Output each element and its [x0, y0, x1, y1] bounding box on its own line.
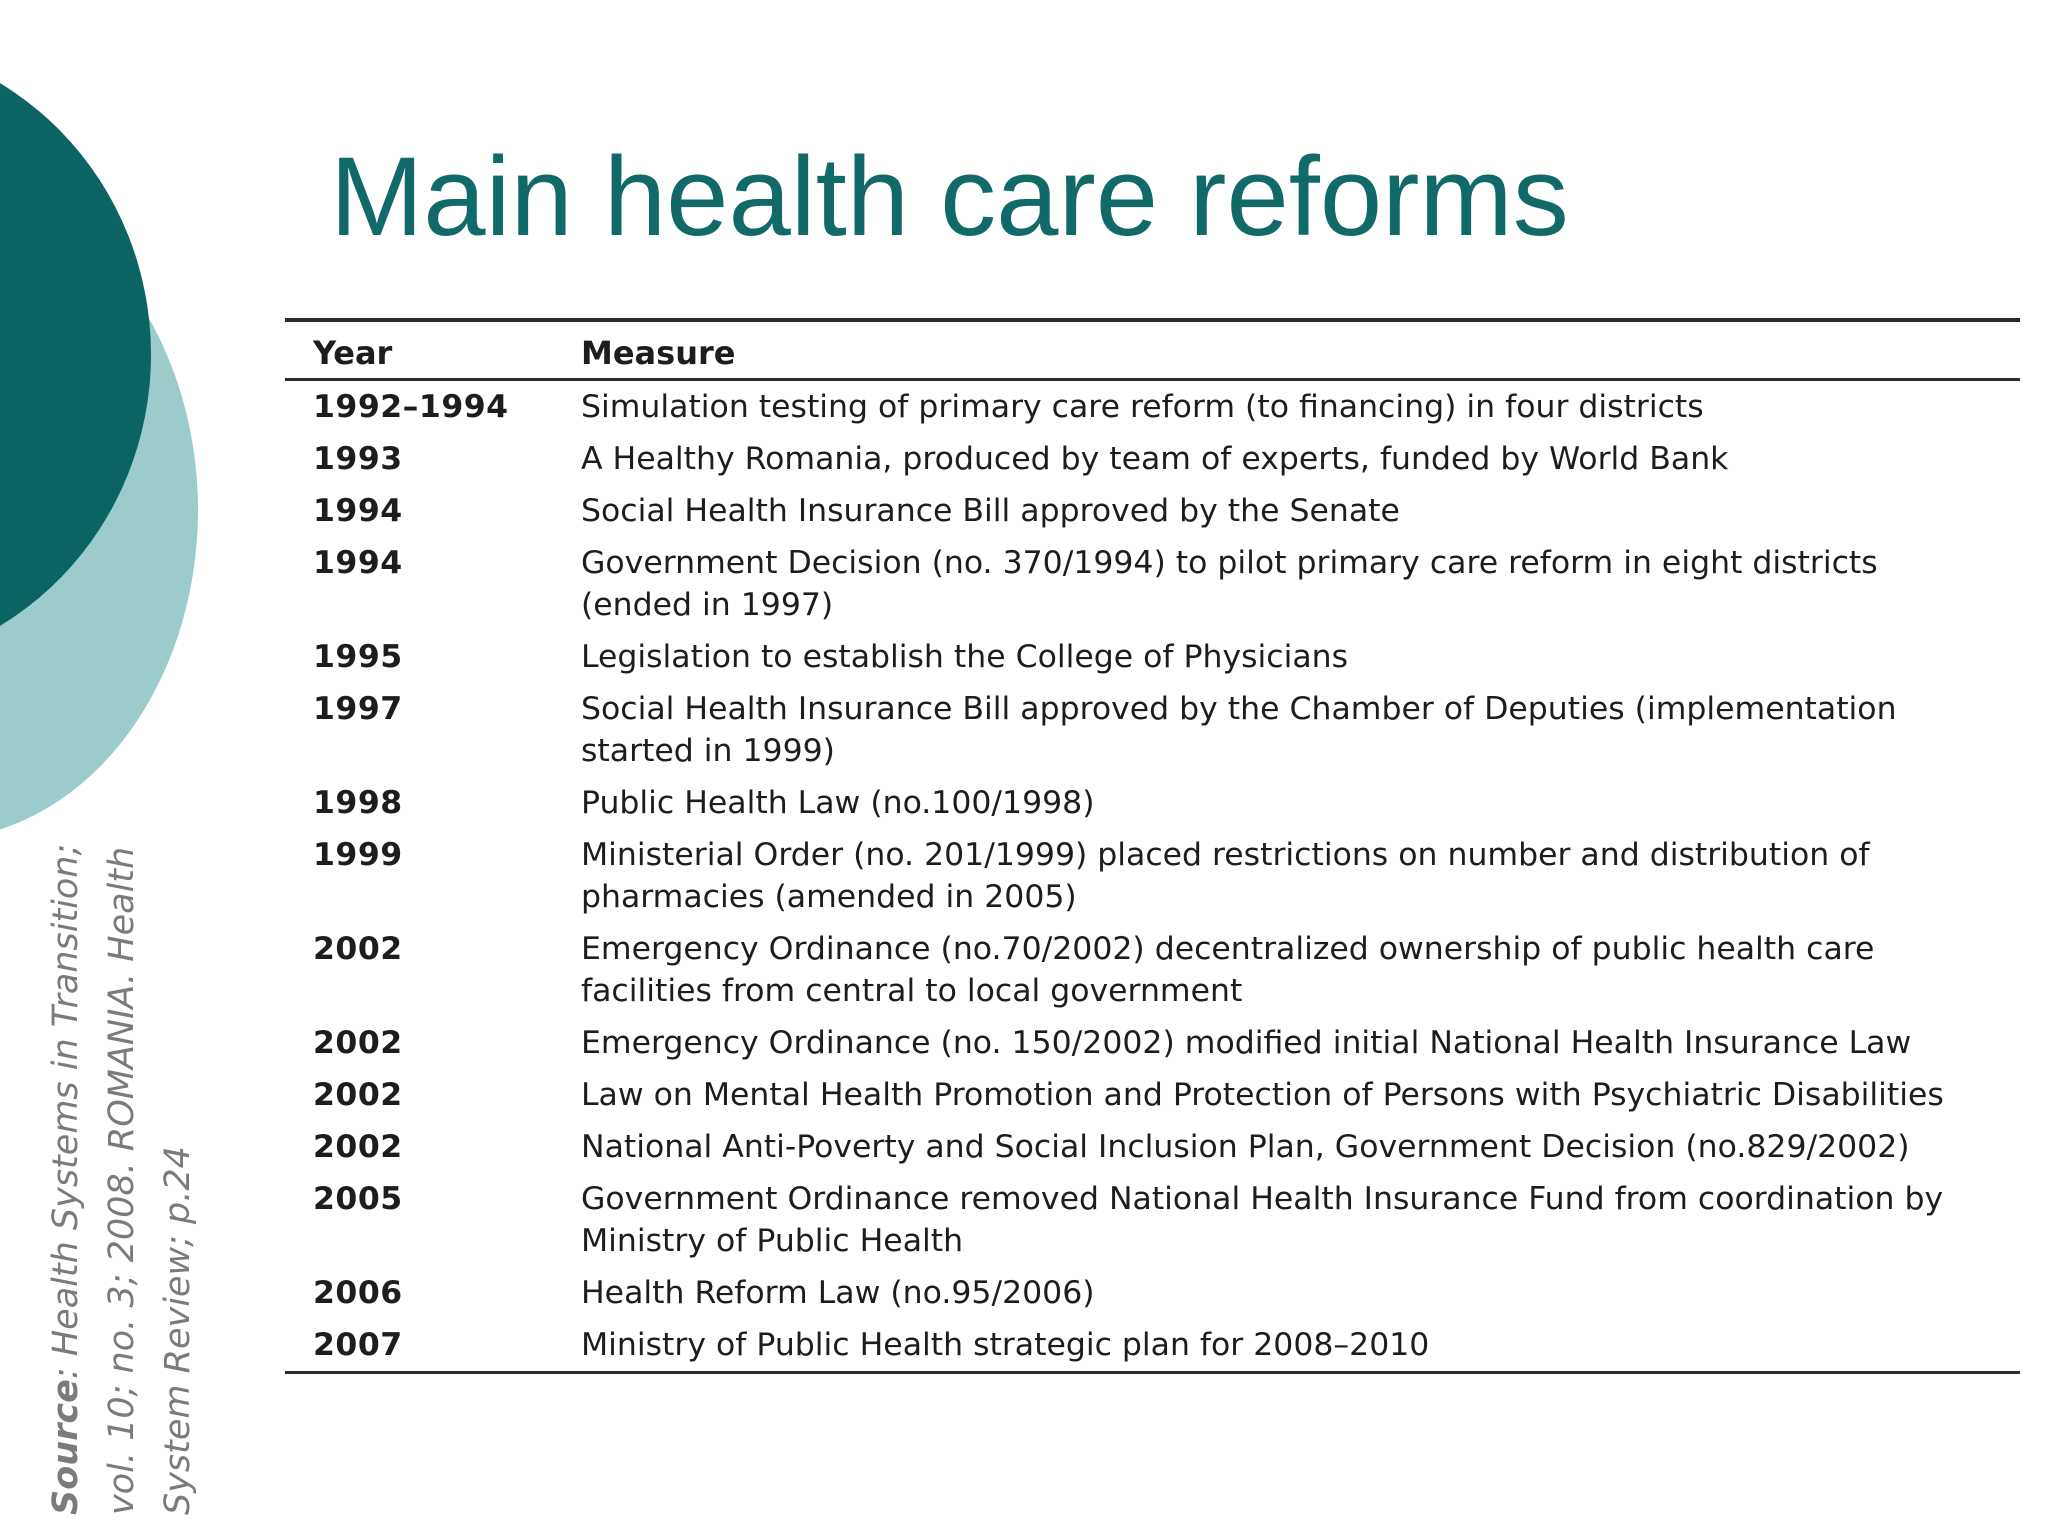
table-row: [285, 485, 2020, 537]
table-row: [285, 1173, 2020, 1267]
row-year: 1999: [313, 837, 403, 873]
row-measure: Government Decision (no. 370/1994) to pilot primary care reform in eight districts (ended in 1997): [581, 545, 1878, 623]
row-measure: Social Health Insurance Bill approved by the Senate: [581, 493, 1400, 529]
row-year: 1993: [313, 441, 403, 477]
row-measure: Emergency Ordinance (no.70/2002) decentralized ownership of public health care facilities from central to local government: [581, 931, 1875, 1009]
row-year: 1995: [313, 639, 403, 675]
row-measure: Legislation to establish the College of Physicians: [581, 639, 1349, 675]
row-year: 1997: [313, 691, 403, 727]
row-measure: Public Health Law (no.100/1998): [581, 785, 1095, 821]
slide-title: Main health care reforms: [330, 134, 1569, 259]
row-measure: A Healthy Romania, produced by team of experts, funded by World Bank: [581, 441, 1729, 477]
reforms-table-container: [285, 318, 2020, 1374]
table-row: [285, 433, 2020, 485]
measure-column-header: Measure: [581, 334, 736, 372]
table-row: [285, 537, 2020, 631]
table-row: [285, 631, 2020, 683]
row-year: 2002: [313, 1025, 403, 1061]
row-measure: Social Health Insurance Bill approved by the Chamber of Deputies (implementation started in 1999): [581, 691, 1897, 769]
row-year: 1994: [313, 493, 403, 529]
table-row: [285, 777, 2020, 829]
row-year: 2006: [313, 1275, 403, 1311]
row-measure: Ministry of Public Health strategic plan for 2008–2010: [581, 1327, 1430, 1363]
table-row: [285, 1069, 2020, 1121]
row-year: 2002: [313, 1129, 403, 1165]
source-citation: [38, 795, 206, 1515]
reforms-table: [285, 318, 2020, 1374]
row-year: 2002: [313, 931, 403, 967]
row-measure: Government Ordinance removed National Health Insurance Fund from coordination by Ministry of Public Health: [581, 1181, 1944, 1259]
row-measure: Health Reform Law (no.95/2006): [581, 1275, 1095, 1311]
table-row: [285, 1319, 2020, 1373]
table-row: [285, 380, 2020, 434]
table-header: [285, 320, 2020, 380]
row-year: 2005: [313, 1181, 403, 1217]
row-year: 2007: [313, 1327, 403, 1363]
header-row: [285, 320, 2020, 380]
table-body: [285, 380, 2020, 1373]
row-measure: Simulation testing of primary care reform (to financing) in four districts: [581, 389, 1704, 425]
source-text: : Health Systems in Transition; vol. 10; no. 3; 2008. ROMANIA. Health System Review; p.24: [46, 843, 198, 1515]
table-row: [285, 829, 2020, 923]
row-year: 2002: [313, 1077, 403, 1113]
row-measure: Ministerial Order (no. 201/1999) placed restrictions on number and distribution of pharmacies (amended in 2005): [581, 837, 1870, 915]
row-measure: National Anti-Poverty and Social Inclusion Plan, Government Decision (no.829/2002): [581, 1129, 1910, 1165]
source-label: Source: [46, 1379, 86, 1515]
row-year: 1992–1994: [313, 389, 509, 425]
table-row: [285, 923, 2020, 1017]
table-row: [285, 1267, 2020, 1319]
row-measure: Law on Mental Health Promotion and Protection of Persons with Psychiatric Disabilities: [581, 1077, 1944, 1113]
table-row: [285, 1017, 2020, 1069]
row-year: 1998: [313, 785, 403, 821]
row-measure: Emergency Ordinance (no. 150/2002) modified initial National Health Insurance Law: [581, 1025, 1912, 1061]
row-year: 1994: [313, 545, 403, 581]
table-row: [285, 683, 2020, 777]
table-row: [285, 1121, 2020, 1173]
year-column-header: Year: [313, 334, 393, 372]
